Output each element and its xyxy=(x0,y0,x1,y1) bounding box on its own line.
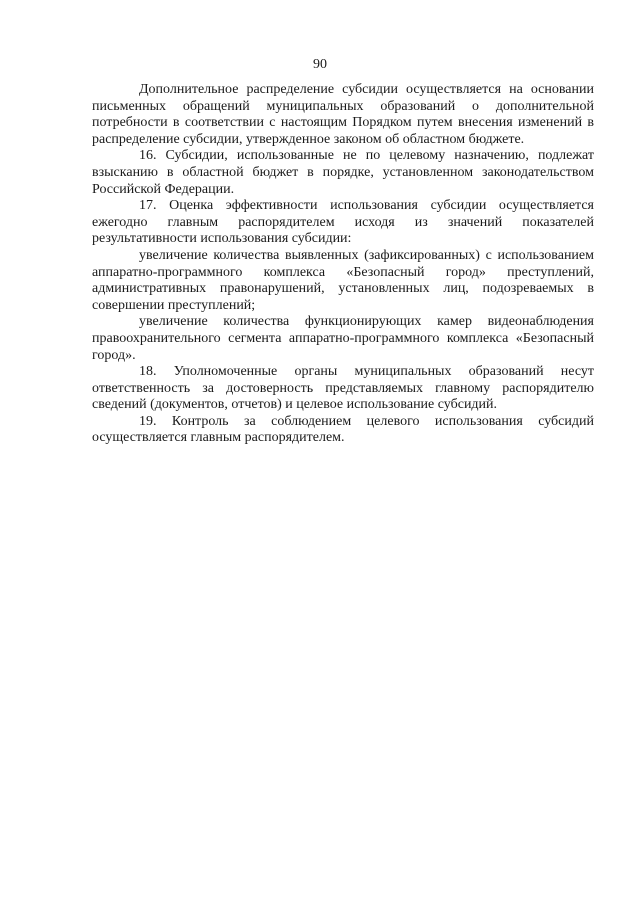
paragraph-19-control: 19. Контроль за соблюдением целевого использования субсидий осуществляется главным распорядителем. xyxy=(92,413,594,446)
paragraph-18-responsibility: 18. Уполномоченные органы муниципальных образований несут ответственность за достоверность представляемых главному распорядителю сведений (документов, отчетов) и целевое использование субсидий. xyxy=(92,364,594,413)
paragraph-16-misuse-recovery: 16. Субсидии, использованные не по целевому назначению, подлежат взысканию в областной бюджет в порядке, установленном законодательством Российской Федерации. xyxy=(92,148,594,197)
indicator-cameras-count: увеличение количества функционирующих камер видеонаблюдения правоохранительного сегмента аппаратно-программного комплекса «Безопасный город». xyxy=(92,314,594,363)
page-number: 90 xyxy=(313,57,327,72)
indicator-detected-offenses: увеличение количества выявленных (зафиксированных) с использованием аппаратно-программного комплекса «Безопасный город» преступлений, административных правонарушений, установленных лиц, подозреваемых в совершении преступлений; xyxy=(92,247,594,313)
paragraph-17-efficiency-assessment: 17. Оценка эффективности использования субсидии осуществляется ежегодно главным распорядителем исходя из значений показателей результативности использования субсидии: xyxy=(92,198,594,247)
paragraph-additional-distribution: Дополнительное распределение субсидии осуществляется на основании письменных обращений муниципальных образований о дополнительной потребности в соответствии с настоящим Порядком путем внесения изменений в распределение субсидии, утвержденное законом об областном бюджете. xyxy=(92,82,594,147)
document-body xyxy=(92,82,594,447)
